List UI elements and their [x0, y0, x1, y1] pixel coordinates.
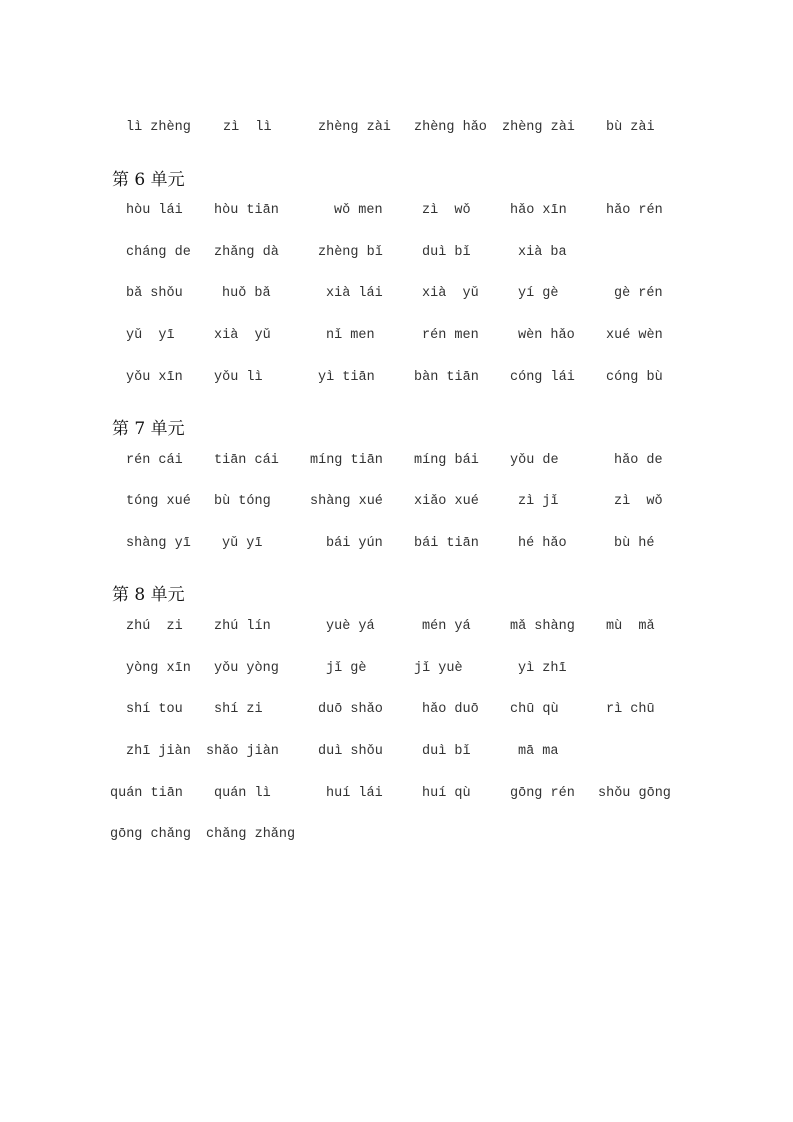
pinyin-word: tiān cái [214, 453, 279, 468]
pinyin-word: bù hé [614, 536, 655, 551]
pinyin-word: zhú zi [126, 619, 183, 634]
word-row [0, 743, 793, 761]
pinyin-word: duì shǒu [318, 744, 383, 759]
pinyin-word: bái yún [326, 536, 383, 551]
pinyin-word: xià ba [518, 245, 567, 260]
word-row [0, 452, 793, 470]
pinyin-word: jǐ gè [326, 661, 367, 676]
pinyin-word: nǐ men [326, 328, 375, 343]
pinyin-word: duō shǎo [318, 702, 383, 717]
pinyin-word: wǒ men [334, 203, 383, 218]
pinyin-word: hǎo rén [606, 203, 663, 218]
pinyin-word: hǎo duō [422, 702, 479, 717]
pinyin-word: tóng xué [126, 494, 191, 509]
pinyin-word: cóng lái [510, 370, 575, 385]
pinyin-word: huí lái [326, 786, 383, 801]
pinyin-word: hòu tiān [214, 203, 279, 218]
pinyin-word: rì chū [606, 702, 655, 717]
pinyin-word: bù zài [606, 120, 655, 135]
pinyin-word: xià yǔ [214, 328, 271, 343]
word-row [0, 701, 793, 719]
pinyin-word: quán lì [214, 786, 271, 801]
pinyin-word: hòu lái [126, 203, 183, 218]
pinyin-word: bàn tiān [414, 370, 479, 385]
pinyin-word: gōng chǎng [110, 827, 192, 842]
pinyin-word: xué wèn [606, 328, 663, 343]
pinyin-word: cóng bù [606, 370, 663, 385]
pinyin-word: zhèng zài [502, 120, 575, 135]
word-row [0, 327, 793, 345]
pinyin-word: bù tóng [214, 494, 271, 509]
pinyin-word: huǒ bǎ [222, 286, 271, 301]
pinyin-word: gōng rén [510, 786, 575, 801]
pinyin-word: xià yǔ [422, 286, 479, 301]
pinyin-word: chū qù [510, 702, 559, 717]
pinyin-word: yǒu de [510, 453, 559, 468]
pinyin-word: zì lì [223, 120, 272, 135]
pinyin-word: yí gè [518, 286, 559, 301]
word-row [0, 369, 793, 387]
pinyin-word: zhī jiàn [126, 744, 191, 759]
word-row [0, 285, 793, 303]
pinyin-word: yǒu yòng [214, 661, 279, 676]
pinyin-word: duì bǐ [422, 245, 471, 260]
pinyin-word: hǎo xīn [510, 203, 567, 218]
pinyin-word: hé hǎo [518, 536, 567, 551]
pinyin-word: zhǎng dà [214, 245, 279, 260]
pinyin-word: zhú lín [214, 619, 271, 634]
pinyin-word: zì wǒ [614, 494, 663, 509]
pinyin-word: lì zhèng [126, 120, 191, 135]
pinyin-word: chǎng zhǎng [206, 827, 296, 842]
intro-word-row [0, 119, 793, 137]
word-row [0, 660, 793, 678]
pinyin-word: zì jǐ [518, 494, 559, 509]
pinyin-word: bái tiān [414, 536, 479, 551]
pinyin-word: shí tou [126, 702, 183, 717]
pinyin-word: jǐ yuè [414, 661, 463, 676]
pinyin-word: rén cái [126, 453, 183, 468]
pinyin-word: yì tiān [318, 370, 375, 385]
pinyin-word: bǎ shǒu [126, 286, 183, 301]
pinyin-word: yǒu xīn [126, 370, 183, 385]
pinyin-word: cháng de [126, 245, 191, 260]
pinyin-word: mǎ shàng [510, 619, 575, 634]
pinyin-word: shí zi [214, 702, 263, 717]
pinyin-word: shǎo jiàn [206, 744, 279, 759]
pinyin-word: yuè yá [326, 619, 375, 634]
pinyin-word: xiǎo xué [414, 494, 479, 509]
word-row [0, 618, 793, 636]
pinyin-word: duì bǐ [422, 744, 471, 759]
unit-heading: 第 7 单元 [112, 419, 185, 439]
pinyin-word: yì zhī [518, 661, 567, 676]
pinyin-word: míng bái [414, 453, 479, 468]
pinyin-word: rén men [422, 328, 479, 343]
word-row [0, 244, 793, 262]
pinyin-word: zì wǒ [422, 203, 471, 218]
pinyin-word: zhèng hǎo [414, 120, 487, 135]
pinyin-word: huí qù [422, 786, 471, 801]
pinyin-word: yòng xīn [126, 661, 191, 676]
unit-heading: 第 6 单元 [112, 170, 185, 190]
pinyin-word: wèn hǎo [518, 328, 575, 343]
pinyin-word: gè rén [614, 286, 663, 301]
word-row [0, 785, 793, 803]
pinyin-word: hǎo de [614, 453, 663, 468]
word-row [0, 535, 793, 553]
word-row [0, 493, 793, 511]
pinyin-word: xià lái [326, 286, 383, 301]
pinyin-word: míng tiān [310, 453, 383, 468]
pinyin-word: quán tiān [110, 786, 183, 801]
word-row [0, 826, 793, 844]
pinyin-word: shǒu gōng [598, 786, 671, 801]
pinyin-word: yǔ yī [222, 536, 263, 551]
pinyin-word: zhèng zài [318, 120, 391, 135]
pinyin-word: shàng yī [126, 536, 191, 551]
pinyin-word: mén yá [422, 619, 471, 634]
pinyin-word: yǒu lì [214, 370, 263, 385]
pinyin-word: mā ma [518, 744, 559, 759]
unit-heading: 第 8 单元 [112, 585, 185, 605]
pinyin-word: yǔ yī [126, 328, 175, 343]
pinyin-word: mù mǎ [606, 619, 655, 634]
word-row [0, 202, 793, 220]
pinyin-word: zhèng bǐ [318, 245, 383, 260]
pinyin-word: shàng xué [310, 494, 383, 509]
